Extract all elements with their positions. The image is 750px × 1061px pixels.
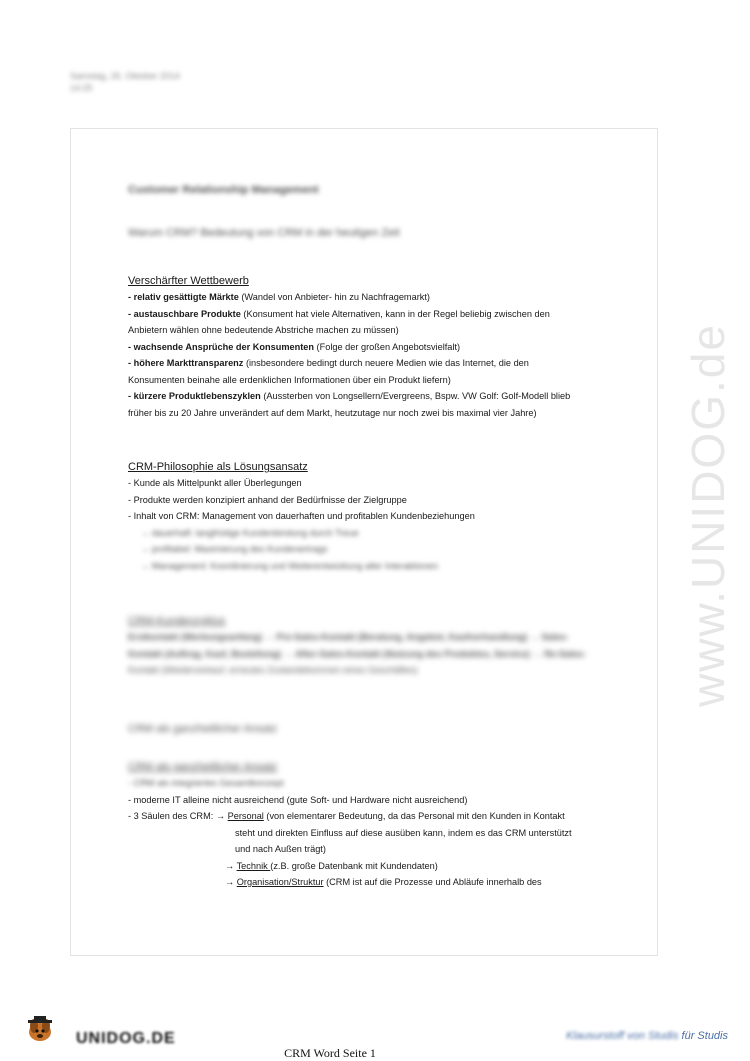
list-item: - austauschbare Produkte (Konsument hat viele Alternativen, kann in der Regel beliebig zwischen den (128, 308, 550, 319)
list-item: - Produkte werden konzipiert anhand der Bedürfnisse der Zielgruppe (128, 494, 407, 505)
list-item: - Kunde als Mittelpunkt aller Überlegungen (128, 478, 302, 488)
paragraph-line: Kontakt (Auftrag, Kauf, Bestellung) → After-Sales-Kontakt (Nutzung des Produktes, Service) → Re-Sales- (128, 648, 587, 659)
document-meta (70, 70, 180, 94)
list-subitem: → Management: Koordinierung und Weiterentwicklung aller Interaktionen (140, 560, 439, 571)
section-heading: CRM als ganzheitlicher Ansatz (128, 761, 278, 773)
paragraph-line: Erstkontakt (Werbungsanfang) → Pre-Sales-Kontakt (Beratung, Angebot, Kaufverhandlung) → Sales- (128, 632, 569, 642)
list-item: - CRM als integriertes Gesamtkonzept (128, 778, 284, 788)
section-heading: CRM als ganzheitlicher Ansatz (128, 723, 278, 735)
watermark-text: www.UNIDOG.de (682, 323, 735, 707)
meta-date: Samstag, 26. Oktober 2014 (70, 71, 181, 81)
section-heading: CRM-Kundenzyklus (128, 615, 226, 627)
logo (24, 1014, 176, 1047)
list-item: - wachsende Ansprüche der Konsumenten (Folge der großen Angebotsvielfalt) (128, 341, 461, 352)
document-title: Customer Relationship Management (128, 184, 319, 196)
section-ansatz-heading (128, 721, 628, 737)
section-philosophie (128, 459, 628, 574)
list-item: - höhere Markttransparenz (insbesondere bedingt durch neuere Medien wie das Internet, die den (128, 358, 529, 368)
section-kundenzyklus (128, 613, 628, 679)
meta-time: 14:25 (70, 83, 93, 93)
list-item: → Organisation/Struktur (CRM ist auf die Prozesse und Abläufe innerhalb des (225, 877, 542, 887)
list-subitem: → profitabel: Maximierung des Kundenertrags (140, 544, 328, 554)
list-item: und nach Außen trägt) (235, 844, 326, 854)
watermark (682, 285, 735, 745)
dog-icon (24, 1014, 74, 1044)
list-item: früher bis zu 20 Jahre unverändert auf dem Markt, heutzutage nur noch zwei bis maximal vier Jahre) (128, 407, 537, 418)
list-item: Konsumenten beinahe alle erdenklichen Informationen über ein Produkt liefern) (128, 374, 451, 385)
list-item: steht und direkten Einfluss auf diese ausüben kann, indem es das CRM unterstützt (235, 827, 572, 838)
list-item: - Inhalt von CRM: Management von dauerhaften und profitablen Kundenbeziehungen (128, 511, 475, 521)
section-heading: CRM-Philosophie als Lösungsansatz (128, 461, 308, 473)
list-item: - kürzere Produktlebenszyklen (Aussterben von Longsellern/Evergreens, Bspw. VW Golf: Golf-Modell blieb (128, 391, 571, 401)
footer-tagline: Klausurstoff von Studis für Studis (565, 1030, 728, 1042)
list-item: - 3 Säulen des CRM: → Personal (von elementarer Bedeutung, da das Personal mit den Kunden in Kontakt (128, 811, 565, 821)
list-item: Anbietern wählen ohne bedeutende Abstriche machen zu müssen) (128, 325, 399, 335)
section-ansatz (128, 759, 628, 891)
list-subitem: → dauerhaft: langfristige Kundenbindung durch Treue (140, 527, 359, 538)
list-item: - moderne IT alleine nicht ausreichend (gute Soft- und Hardware nicht ausreichend) (128, 794, 468, 805)
page-number: CRM Word Seite 1 (284, 1046, 376, 1060)
section-wettbewerb (128, 273, 628, 421)
document-page (70, 128, 658, 956)
section-heading: Verschärfter Wettbewerb (128, 275, 249, 287)
logo-text: UNIDOG.DE (76, 1030, 176, 1047)
list-item: - relativ gesättigte Märkte (Wandel von Anbieter- hin zu Nachfragemarkt) (128, 292, 430, 302)
document-subtitle: Warum CRM? Bedeutung von CRM in der heutigen Zeit (128, 227, 400, 239)
paragraph-line: Kontakt (Wiederverkauf, erneutes Zustandekommen eines Geschäftes) (128, 665, 418, 675)
list-item: → Technik (z.B. große Datenbank mit Kundendaten) (225, 860, 438, 871)
